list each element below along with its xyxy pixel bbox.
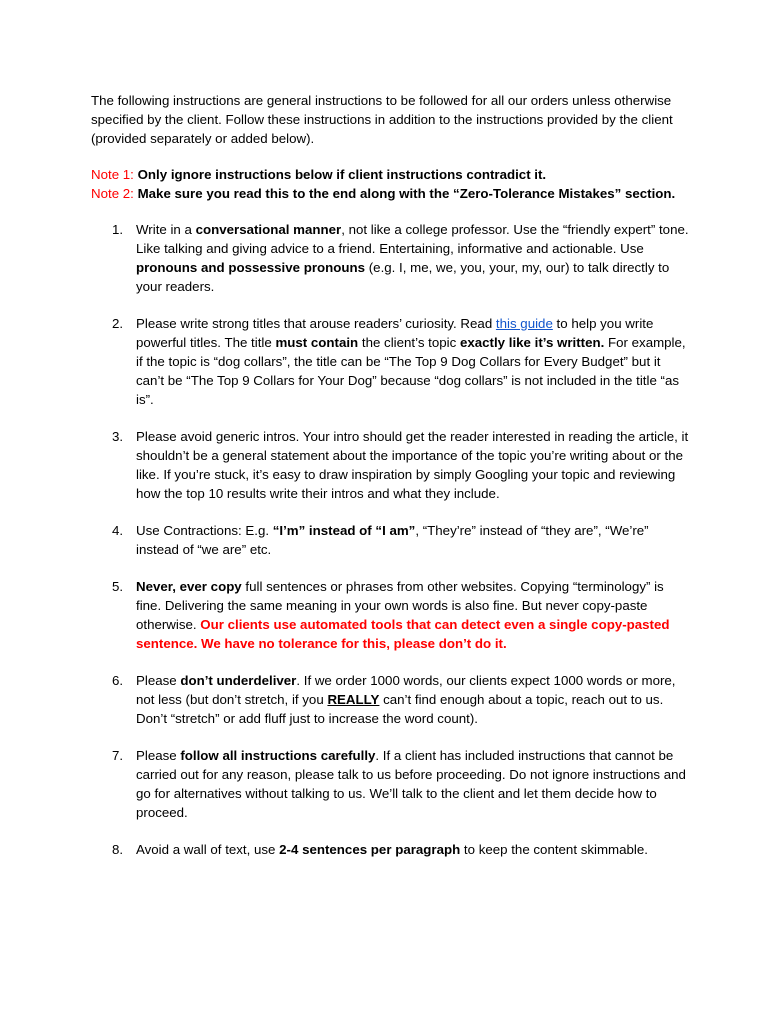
document-body bbox=[91, 91, 691, 877]
instruction-text bbox=[136, 842, 648, 857]
text-run: , not like a college professor. Use the “friendly expert” tone. Like talking and giving advice to a friend. Entertaining, informative and actionable. Use bbox=[136, 222, 689, 256]
instruction-number: 8. bbox=[112, 842, 124, 857]
emphasis-text: pronouns and possessive pronouns bbox=[136, 260, 366, 275]
text-run: the client’s topic bbox=[358, 335, 460, 350]
emphasis-text: conversational manner bbox=[195, 222, 342, 237]
instruction-item bbox=[91, 840, 691, 859]
text-run: Avoid a wall of text, use bbox=[136, 842, 280, 857]
instruction-item bbox=[91, 521, 691, 559]
instruction-number: 6. bbox=[112, 673, 124, 688]
instructions-list bbox=[91, 220, 691, 859]
emphasis-text: “I’m” instead of “I am” bbox=[272, 523, 416, 538]
text-run: . If a client has included instructions that cannot be carried out for any reason, please talk to us before proceeding. Do not ignore instructions and go for alternatives without talking to us. We’ll talk to the client and let them decide how to proceed. bbox=[136, 748, 686, 820]
instruction-text bbox=[136, 316, 686, 407]
text-run: , “They’re” instead of “they are”, “We’re” instead of “we are” etc. bbox=[136, 523, 649, 557]
instruction-number: 2. bbox=[112, 316, 124, 331]
text-run: (e.g. I, me, we, you, your, my, our) to talk directly to your readers. bbox=[136, 260, 670, 294]
instruction-number: 7. bbox=[112, 748, 124, 763]
instruction-text bbox=[136, 748, 686, 820]
note-2 bbox=[91, 184, 691, 203]
note-1-label: Note 1: bbox=[91, 167, 134, 182]
emphasis-text: Never, ever copy bbox=[136, 579, 242, 594]
text-run: For example, if the topic is “dog collars”, the title can be “The Top 9 Dog Collars for Every Budget” but it can’t be “The Top 9 Collars for Your Dog” because “dog collars” is not included in the title “as is”. bbox=[136, 335, 686, 407]
instruction-text bbox=[136, 429, 688, 501]
emphasis-text: 2-4 sentences per paragraph bbox=[279, 842, 461, 857]
text-run: Use Contractions: E.g. bbox=[136, 523, 273, 538]
note-1 bbox=[91, 165, 691, 184]
instruction-text bbox=[136, 523, 649, 557]
instruction-item bbox=[91, 671, 691, 728]
instruction-item bbox=[91, 577, 691, 653]
spacer bbox=[91, 203, 691, 220]
text-run: Please bbox=[136, 748, 181, 763]
emphasis-text: REALLY bbox=[327, 692, 380, 707]
instruction-text bbox=[136, 579, 670, 651]
emphasis-text: exactly like it’s written. bbox=[459, 335, 605, 350]
note-2-text: Make sure you read this to the end along with the “Zero-Tolerance Mistakes” section. bbox=[137, 186, 676, 201]
instruction-item bbox=[91, 314, 691, 409]
text-run: . If we order 1000 words, our clients expect 1000 words or more, not less (but don’t stretch, if you bbox=[136, 673, 676, 707]
instruction-item bbox=[91, 427, 691, 503]
text-run: full sentences or phrases from other websites. Copying “terminology” is fine. Delivering the same meaning in your own words is also fine. But never copy-paste otherwise. bbox=[136, 579, 664, 632]
intro-paragraph: The following instructions are general instructions to be followed for all our orders unless otherwise specified by the client. Follow these instructions in addition to the instructions provided by the client (provided separately or added below). bbox=[91, 93, 673, 146]
emphasis-text: follow all instructions carefully bbox=[180, 748, 376, 763]
instruction-text bbox=[136, 222, 689, 294]
instruction-text bbox=[136, 673, 676, 726]
text-run: to keep the content skimmable. bbox=[460, 842, 648, 857]
text-run: Please write strong titles that arouse readers’ curiosity. Read bbox=[136, 316, 496, 331]
note-2-label: Note 2: bbox=[91, 186, 134, 201]
emphasis-text: must contain bbox=[275, 335, 359, 350]
instruction-number: 3. bbox=[112, 429, 124, 444]
instruction-number: 5. bbox=[112, 579, 124, 594]
emphasis-text: don’t underdeliver bbox=[180, 673, 297, 688]
instruction-item bbox=[91, 746, 691, 822]
warning-text: Our clients use automated tools that can detect even a single copy-pasted sentence. We have no tolerance for this, please don’t do it. bbox=[136, 617, 670, 651]
instruction-number: 1. bbox=[112, 222, 124, 237]
text-run: to help you write powerful titles. The title bbox=[136, 316, 654, 350]
text-run: Please avoid generic intros. Your intro should get the reader interested in reading the article, it shouldn’t be a general statement about the importance of the topic you’re writing about or the like. If you’re stuck, it’s easy to draw inspiration by simply Googling your topic and reviewing how the top 10 results write their intros and what they include. bbox=[136, 429, 689, 501]
instruction-number: 4. bbox=[112, 523, 124, 538]
text-run: Write in a bbox=[136, 222, 196, 237]
guide-link[interactable]: this guide bbox=[495, 316, 553, 331]
text-run: Please bbox=[136, 673, 181, 688]
note-1-text: Only ignore instructions below if client instructions contradict it. bbox=[137, 167, 547, 182]
instruction-item bbox=[91, 220, 691, 296]
text-run: can’t find enough about a topic, reach out to us. Don’t “stretch” or add fluff just to increase the word count). bbox=[136, 692, 664, 726]
